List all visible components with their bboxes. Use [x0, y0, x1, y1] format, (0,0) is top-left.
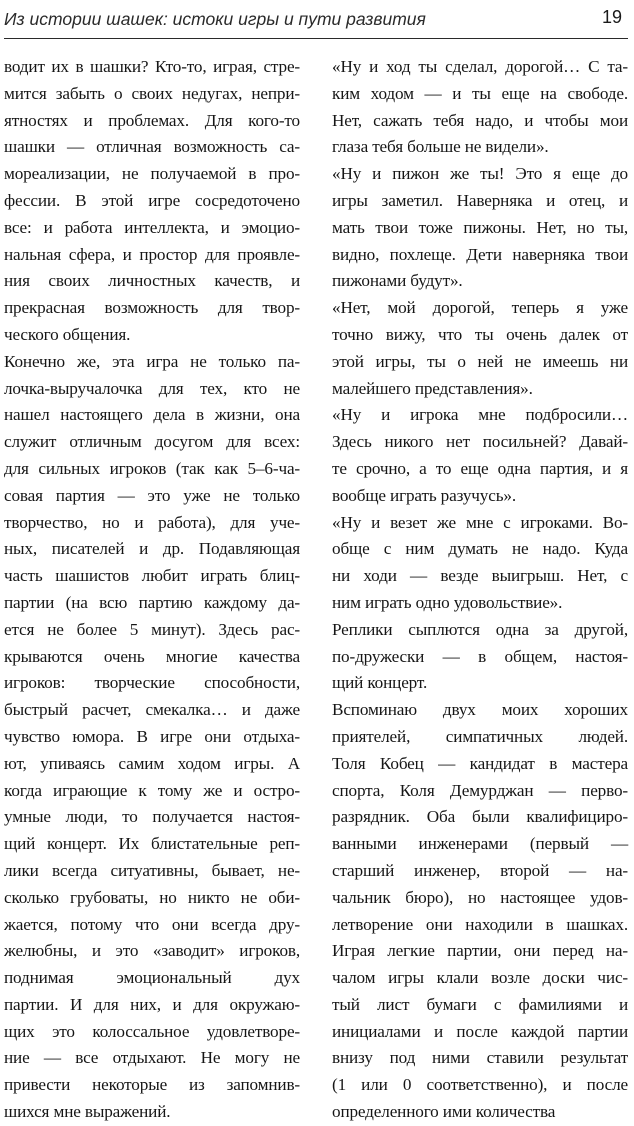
text-line: определенного ими количества	[332, 1102, 556, 1122]
text-line: этой игры, ты о ней не имеешь ни	[332, 351, 628, 371]
text-line: водит их в шашки? Кто-то, играя, стре-	[4, 57, 300, 76]
text-line: вообще играть разучусь».	[332, 485, 517, 505]
text-line: сколько грубоваты, но никто не оби-	[4, 887, 300, 907]
text-line: желюбны, и это «заводит» игроков,	[4, 941, 300, 961]
text-line: «Ну и ход ты сделал, дорогой… С та-	[332, 57, 628, 76]
text-line: Конечно же, эта игра не только па-	[4, 351, 300, 371]
text-line: игры заметил. Наверняка и отец, и	[332, 190, 628, 210]
text-line: спорта, Коля Демурджан — перво-	[332, 780, 628, 800]
text-line: те срочно, а то еще одна партия, и я	[332, 458, 628, 478]
text-line: малейшего представления».	[332, 378, 533, 398]
text-line: ним играть одно удовольствие».	[332, 592, 563, 612]
text-line: Реплики сыплются одна за другой,	[332, 619, 628, 639]
text-line: чувство юмора. В игре они отдыха-	[4, 726, 300, 746]
text-line: тый лист бумаги с фамилиями и	[332, 994, 628, 1014]
text-line: ют, упиваясь самим ходом игры. А	[4, 753, 300, 773]
text-line: служит отличным досугом для всех:	[4, 432, 300, 452]
text-line: «Нет, мой дорогой, теперь я уже	[332, 298, 628, 318]
text-line: глаза тебя больше не видели».	[332, 137, 549, 157]
text-line: старший инженер, второй — на-	[332, 860, 628, 880]
text-line: партии (на всю партию каждому да-	[4, 592, 300, 612]
text-line: щий концерт. Их блистательные реп-	[4, 834, 300, 854]
text-line: нальная сфера, и простор для проявле-	[4, 244, 300, 264]
text-line: крываются очень многие качества	[4, 646, 300, 666]
page-number: 19	[601, 7, 622, 27]
right-text-column	[332, 54, 628, 1126]
text-line: мать твои тоже пижоны. Нет, но ты,	[332, 217, 628, 237]
text-line: ние — все отдыхают. Не могу не	[4, 1048, 300, 1068]
text-line: поднимая эмоциональный дух	[4, 968, 300, 988]
text-line: пижонами будут».	[332, 271, 463, 291]
text-line: ния своих личностных качеств, и	[4, 271, 300, 291]
text-line: совая партия — это уже не только	[4, 485, 300, 505]
text-line: Нет, сажать тебя надо, и чтобы мои	[332, 110, 628, 130]
text-line: мореализации, не получаемой в про-	[4, 164, 300, 184]
text-line: для сильных игроков (так как 5–6-ча-	[4, 458, 300, 478]
text-line: чалом игры клали возле доски чис-	[332, 968, 628, 988]
text-line: быстрый расчет, смекалка… и даже	[4, 700, 300, 720]
text-line: шихся мне выражений.	[4, 1102, 171, 1122]
text-line: точно вижу, что ты очень далек от	[332, 324, 628, 344]
text-line: все: и работа интеллекта, и эмоцио-	[4, 217, 300, 237]
text-line: ется не более 5 минут). Здесь рас-	[4, 619, 300, 639]
text-line: творчество, но и работа), для уче-	[4, 512, 300, 532]
text-line: разрядник. Оба были квалифициро-	[332, 807, 628, 827]
text-line: «Ну и пижон же ты! Это я еще до	[332, 164, 628, 184]
text-line: обще с ним думать не надо. Куда	[332, 539, 628, 559]
text-line: Играя легкие партии, они перед на-	[332, 941, 628, 961]
text-line: фессии. В этой игре сосредоточено	[4, 190, 300, 210]
running-title: Из истории шашек: истоки игры и пути развития	[4, 9, 426, 29]
text-line: прекрасная возможность для твор-	[4, 298, 300, 318]
text-line: Здесь никого нет посильней? Давай-	[332, 432, 628, 452]
text-line: «Ну и везет же мне с игроками. Во-	[332, 512, 628, 532]
text-line: инициалами и после каждой партии	[332, 1021, 628, 1041]
text-line: партии. И для них, и для окружаю-	[4, 994, 300, 1014]
text-line: жается, потому что они всегда дру-	[4, 914, 300, 934]
text-line: Толя Кобец — кандидат в мастера	[332, 753, 628, 773]
text-line: по-дружески — в общем, настоя-	[332, 646, 628, 666]
text-line: ким ходом — и ты еще на свободе.	[332, 83, 628, 103]
text-line: ванными инженерами (первый —	[332, 834, 628, 854]
text-line: (1 или 0 соответственно), и после	[332, 1075, 628, 1095]
text-line: ятностях и проблемах. Для кого-то	[4, 110, 300, 130]
text-line: «Ну и игрока мне подбросили…	[332, 405, 628, 425]
text-line: игроков: творческие способности,	[4, 673, 300, 693]
text-line: умные люди, то получается настоя-	[4, 807, 300, 827]
text-line: нашел настоящего дела в жизни, она	[4, 405, 300, 425]
text-line: летворение они находили в шашках.	[332, 914, 628, 934]
text-line: лики всегда ситуативны, бывает, не-	[4, 860, 300, 880]
text-line: лочка-выручалочка для тех, кто не	[4, 378, 300, 398]
text-line: щий концерт.	[332, 673, 428, 693]
text-line: привести некоторые из запомнив-	[4, 1075, 300, 1095]
text-line: видно, похлеще. Дети наверняка твои	[332, 244, 628, 264]
text-line: ческого общения.	[4, 324, 131, 344]
text-line: Вспоминаю двух моих хороших	[332, 700, 628, 720]
text-line: когда играющие к тому же и остро-	[4, 780, 300, 800]
left-text-column	[4, 54, 300, 1126]
text-line: мится забыть о своих недугах, непри-	[4, 83, 300, 103]
text-line: ни ходи — везде выигрыш. Нет, с	[332, 566, 628, 586]
text-line: ных, писателей и др. Подавляющая	[4, 539, 300, 559]
text-line: приятелей, симпатичных людей.	[332, 726, 628, 746]
text-line: чальник бюро), но настоящее удов-	[332, 887, 628, 907]
text-line: внизу под ними ставили результат	[332, 1048, 628, 1068]
text-line: щих это колоссальное удовлетворе-	[4, 1021, 300, 1041]
text-line: шашки — отличная возможность са-	[4, 137, 300, 157]
running-head	[4, 0, 628, 39]
text-line: часть шашистов любит играть блиц-	[4, 566, 300, 586]
